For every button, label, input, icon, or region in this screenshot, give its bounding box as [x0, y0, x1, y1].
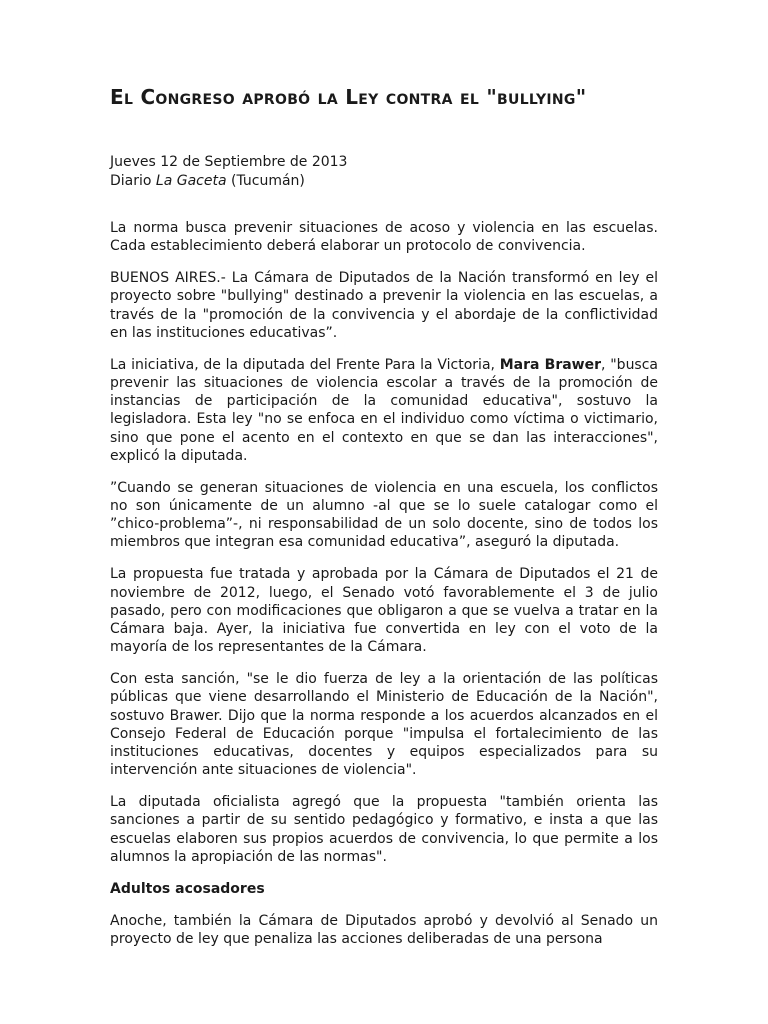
article-title: El Congreso aprobó la Ley contra el "bullying": [110, 85, 587, 109]
lead-paragraph: La norma busca prevenir situaciones de acoso y violencia en las escuelas. Cada establecimiento deberá elaborar un protocolo de convivencia.: [110, 220, 658, 255]
paragraph-4: La propuesta fue tratada y aprobada por la Cámara de Diputados el 21 de noviembre de 2012, luego, el Senado votó favorablemente el 3 de julio pasado, pero con modificaciones que obligaron a que se vuelva a tratar en la Cámara baja. Ayer, la iniciativa fue convertida en ley con el voto de la mayoría de los representantes de la Cámara.: [110, 566, 658, 656]
article-source: [110, 172, 658, 191]
source-suffix: (Tucumán): [226, 172, 305, 189]
deputy-name: Mara Brawer: [499, 356, 602, 373]
p2-after: , "busca prevenir las situaciones de violencia escolar a través de la promoción de instancias de participación de la comunidad educativa", sostuvo la legisladora. Esta ley "no se enfoca en el individuo como víctima o victimario, sino que pone el acento en el contexto en que se dan las interacciones", explicó la diputada.: [110, 356, 659, 464]
paragraph-7: Anoche, también la Cámara de Diputados aprobó y devolvió al Senado un proyecto de ley que penaliza las acciones deliberadas de una persona: [110, 912, 658, 948]
source-prefix: Diario: [110, 172, 156, 189]
paragraph-3: ”Cuando se generan situaciones de violencia en una escuela, los conflictos no son únicamente de un alumno -al que se lo suele catalogar como el ”chico-problema”-, ni responsabilidad de un solo docente, sino de todos los miembros que integran esa comunidad educativa”, aseguró la diputada.: [110, 479, 658, 551]
paragraph-1: BUENOS AIRES.- La Cámara de Diputados de la Nación transformó en ley el proyecto sobre "bullying" destinado a prevenir la violencia en las escuelas, a través de la "promoción de la convivencia y el abordaje de la conflictividad en las instituciones educativas”.: [110, 270, 658, 341]
article-meta: [110, 153, 658, 190]
source-name: La Gaceta: [155, 172, 227, 189]
article-date: Jueves 12 de Septiembre de 2013: [110, 154, 348, 170]
paragraph-5: Con esta sanción, "se le dio fuerza de ley a la orientación de las políticas públicas que viene desarrollando el Ministerio de Educación de la Nación", sostuvo Brawer. Dijo que la norma responde a los acuerdos alcanzados en el Consejo Federal de Educación porque "impulsa el fortalecimiento de las instituciones educativas, docentes y equipos especializados para su intervención ante situaciones de violencia".: [110, 671, 658, 779]
article-body: [110, 219, 658, 962]
paragraph-2: [110, 356, 658, 465]
paragraph-6: La diputada oficialista agregó que la propuesta "también orienta las sanciones a partir de su sentido pedagógico y formativo, e insta a que las escuelas elaboren sus propios acuerdos de convivencia, lo que permite a los alumnos la apropiación de las normas".: [110, 794, 658, 865]
p2-before: La iniciativa, de la diputada del Frente Para la Victoria,: [110, 356, 500, 373]
section-heading: Adultos acosadores: [110, 880, 265, 897]
